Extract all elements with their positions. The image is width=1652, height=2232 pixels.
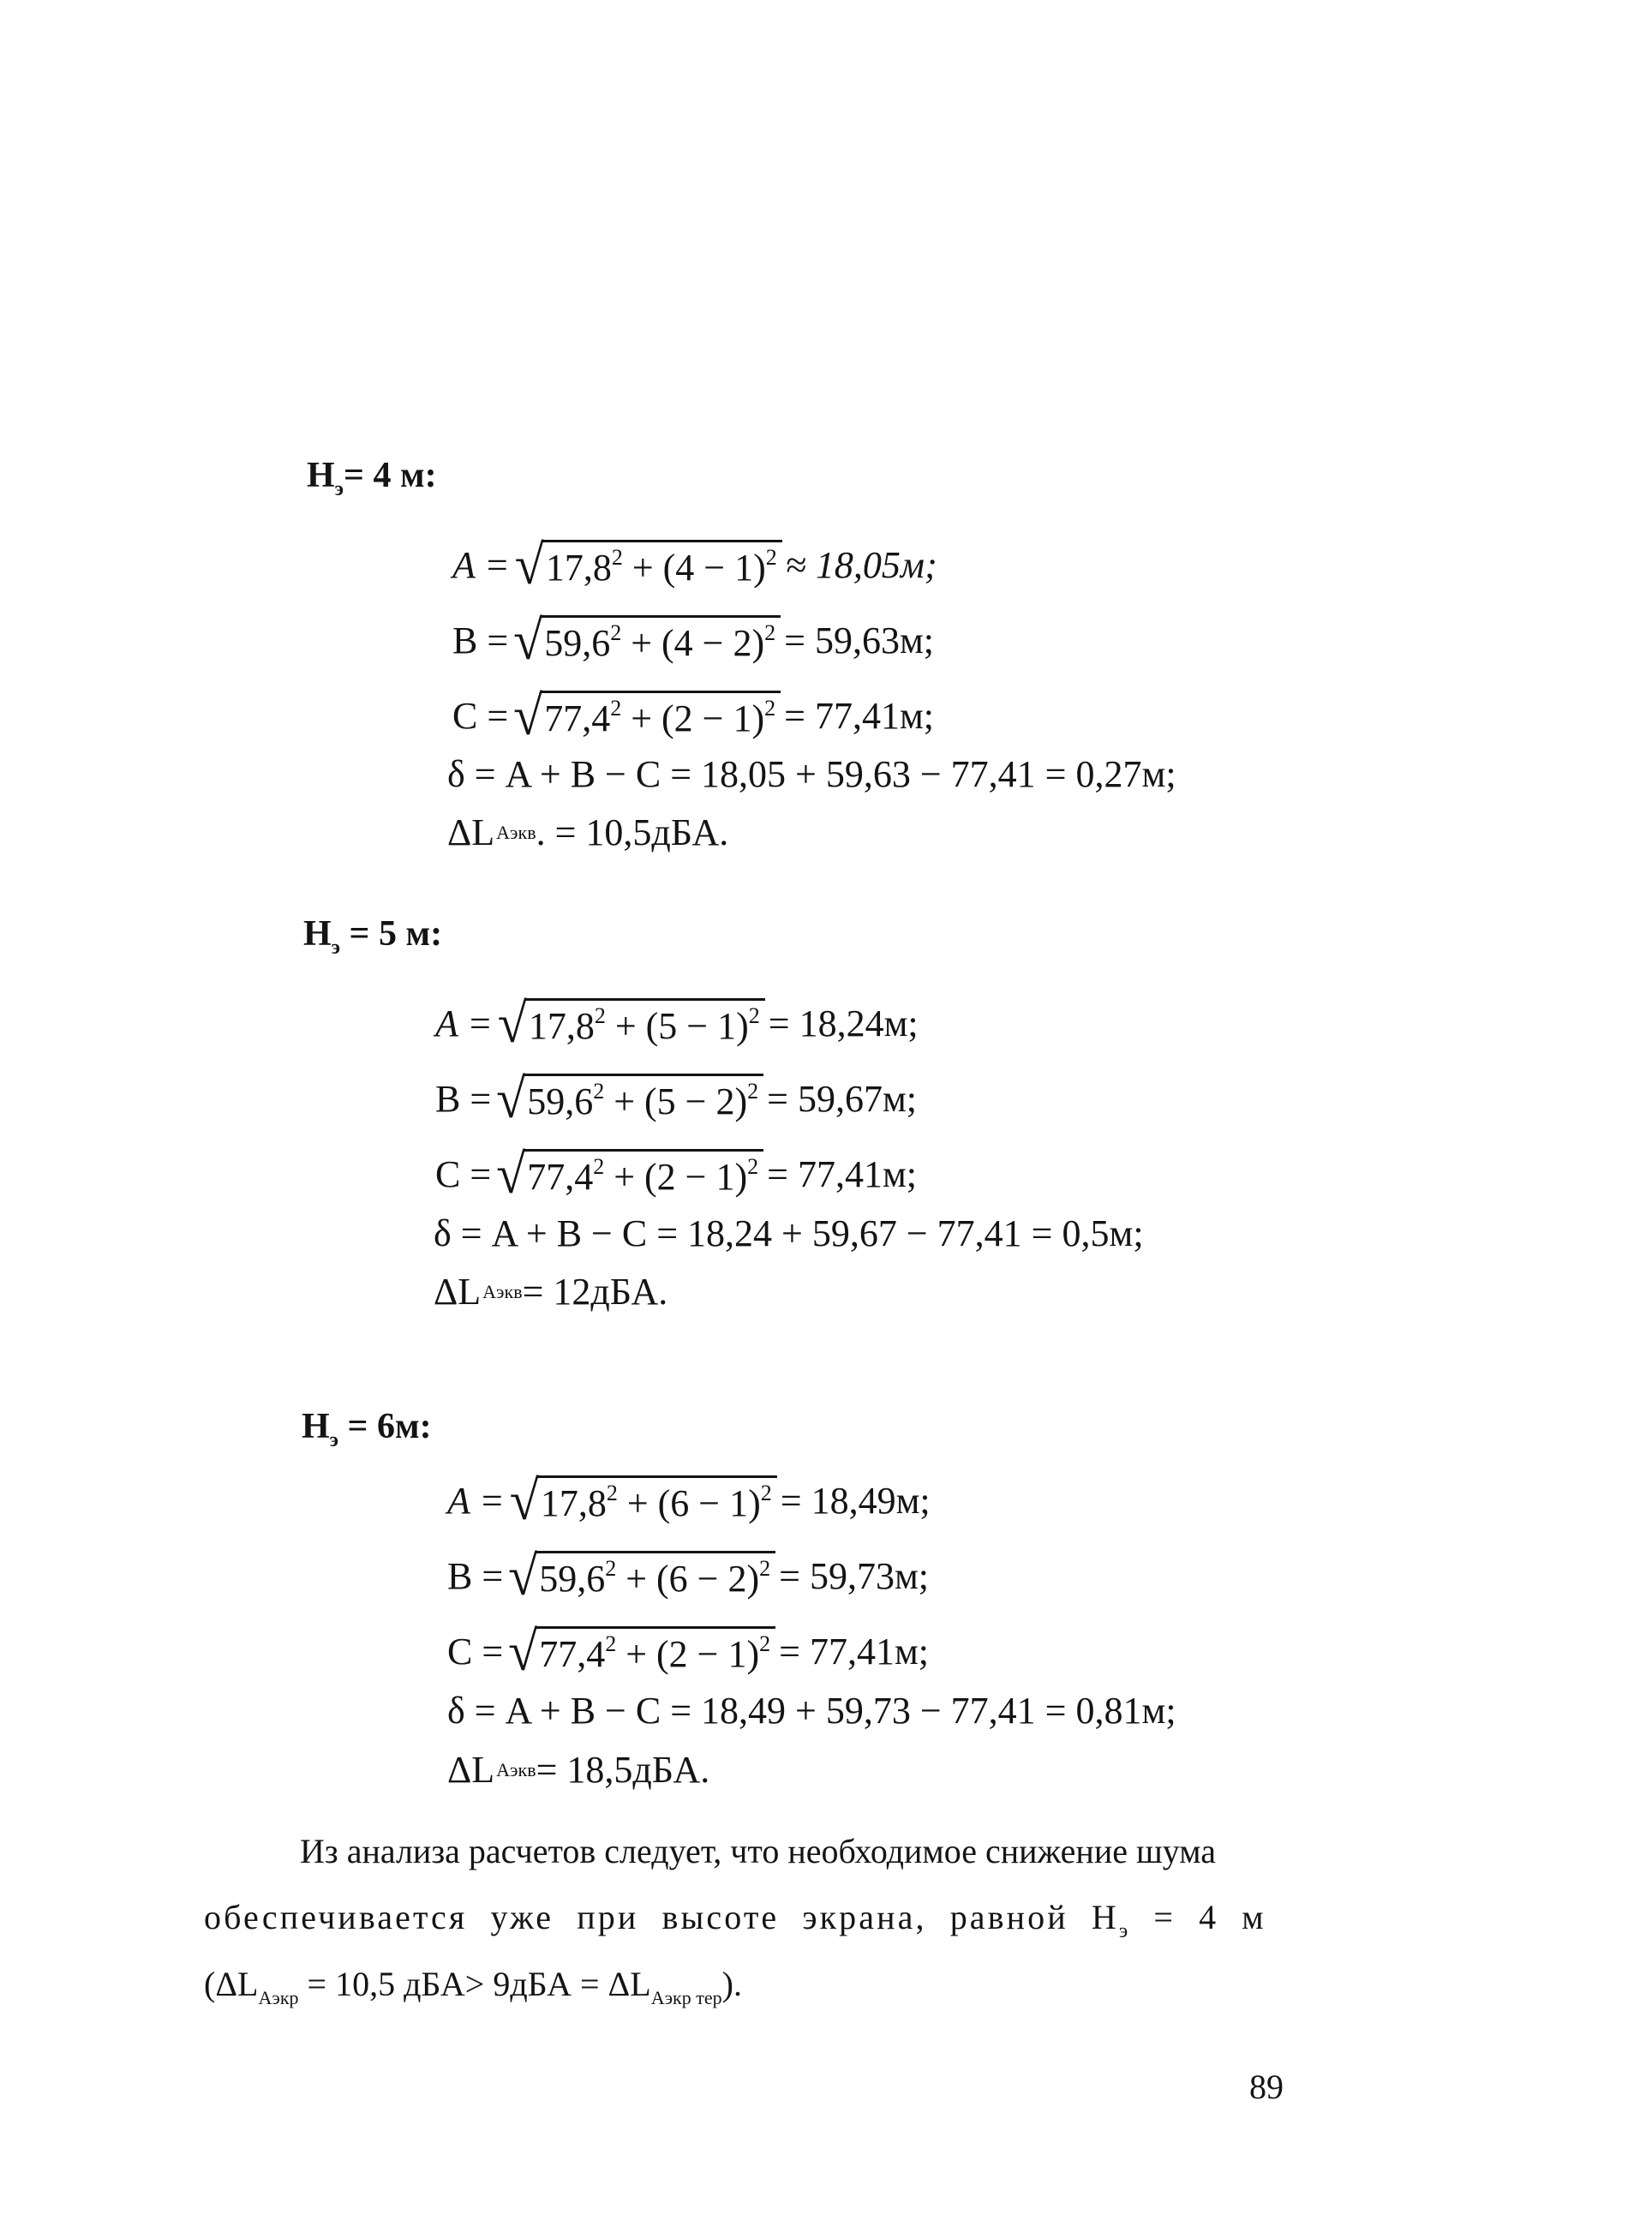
height-subscript: э	[1118, 1920, 1131, 1942]
section-heading-h4	[307, 454, 437, 500]
radicand-term: 17,8	[528, 1005, 595, 1047]
equation-lhs: С =	[435, 1153, 492, 1195]
radicand	[541, 615, 781, 667]
section-heading-h6	[302, 1405, 432, 1451]
equation-delta	[434, 1208, 1144, 1260]
equation-delta-l: ΔL Аэкв . = 10,5дБА.	[447, 807, 728, 859]
heading-subscript: э	[334, 478, 344, 500]
equation-delta	[447, 749, 1176, 800]
exponent: 2	[748, 1003, 760, 1028]
conclusion-line-3	[204, 1962, 742, 2007]
radicand-term: + (5 − 2)	[604, 1080, 748, 1122]
exponent: 2	[593, 1079, 605, 1104]
delta-l-value: . = 10,5дБА.	[536, 811, 729, 853]
square-root	[508, 1546, 775, 1607]
delta-equation-text: δ = A + B − C = 18,05 + 59,63 − 77,41 = 0,27м;	[447, 753, 1176, 795]
radical-sign-icon: √	[508, 1621, 538, 1683]
paragraph-text: Из анализа расчетов следует, что необходимое снижение шума	[300, 1832, 1217, 1870]
square-root	[514, 535, 782, 596]
equation-result: = 77,41м;	[767, 1153, 918, 1195]
heading-symbol: Н	[303, 914, 332, 954]
equation-delta	[447, 1685, 1176, 1737]
radicand-term: 17,8	[545, 547, 612, 589]
exponent: 2	[593, 1154, 605, 1179]
equation-b	[447, 1546, 930, 1607]
equation-lhs: A =	[435, 1002, 493, 1044]
exponent: 2	[764, 696, 776, 721]
paragraph-text: = 4 м	[1130, 1898, 1266, 1936]
radicand	[536, 1626, 775, 1678]
equation-result: = 18,24м;	[768, 1002, 919, 1044]
delta-l-symbol: ΔL	[434, 1271, 482, 1313]
radicand-term: 59,6	[539, 1558, 606, 1600]
exponent: 2	[764, 620, 776, 645]
radical-sign-icon: √	[509, 1470, 539, 1532]
conclusion-line-1	[300, 1829, 1216, 1874]
radicand-term: 59,6	[527, 1080, 594, 1122]
equation-c	[435, 1144, 918, 1206]
paragraph-text: = 10,5 дБА> 9дБА = ΔL	[298, 1965, 651, 2003]
delta-l-subscript: Аэкр тер	[650, 1987, 722, 2008]
exponent: 2	[610, 620, 622, 645]
paragraph-text: (ΔL	[204, 1965, 259, 2003]
equation-c	[447, 1621, 930, 1683]
equation-lhs: С =	[447, 1631, 504, 1673]
equation-result: = 59,63м;	[784, 619, 935, 661]
exponent: 2	[747, 1154, 759, 1179]
delta-l-value: = 18,5дБА.	[536, 1749, 710, 1791]
delta-l-value: = 12дБА.	[522, 1271, 668, 1313]
radical-sign-icon: √	[496, 1144, 526, 1206]
exponent: 2	[759, 1631, 771, 1656]
radicand	[542, 540, 782, 591]
exponent: 2	[759, 1556, 771, 1581]
delta-l-symbol: ΔL	[447, 1749, 495, 1791]
radicand-term: + (5 − 1)	[605, 1005, 749, 1047]
delta-l-subscript: Аэкр	[258, 1987, 299, 2008]
equation-lhs: В =	[435, 1078, 492, 1120]
radical-sign-icon: √	[496, 1068, 526, 1130]
square-root	[496, 1068, 763, 1130]
equation-result: = 18,49м;	[780, 1480, 931, 1522]
radicand-term: + (2 − 1)	[604, 1156, 748, 1198]
heading-value: = 5 м:	[340, 914, 443, 954]
radicand	[536, 1551, 775, 1602]
equation-result: = 59,67м;	[767, 1078, 918, 1120]
equation-lhs: В =	[452, 619, 509, 661]
section-heading-h5	[303, 913, 443, 959]
radical-sign-icon: √	[497, 993, 527, 1055]
equation-result: = 77,41м;	[779, 1631, 930, 1673]
page-number: 89	[1249, 2067, 1284, 2106]
equation-b	[435, 1068, 918, 1130]
equation-delta-l: ΔL Аэкв = 18,5дБА.	[447, 1744, 709, 1796]
paragraph-text: обеспечивается уже при высоте экрана, равной Н	[204, 1898, 1119, 1936]
square-root	[509, 1470, 777, 1532]
exponent: 2	[611, 545, 623, 570]
radical-sign-icon: √	[514, 535, 544, 596]
exponent: 2	[747, 1079, 759, 1104]
equation-b	[452, 610, 935, 672]
radicand-term: + (2 − 1)	[616, 1633, 760, 1675]
radicand-term: + (2 − 1)	[621, 697, 765, 739]
radical-sign-icon: √	[508, 1546, 538, 1607]
square-root	[497, 993, 765, 1055]
exponent: 2	[606, 1481, 618, 1505]
equation-lhs: A =	[447, 1480, 505, 1522]
radicand	[524, 1149, 763, 1200]
radicand	[541, 691, 781, 742]
radicand	[524, 1074, 763, 1125]
heading-value: = 4 м:	[344, 456, 437, 495]
delta-equation-text: δ = A + B − C = 18,24 + 59,67 − 77,41 = 0,5м;	[434, 1212, 1144, 1254]
equation-a	[435, 993, 919, 1055]
exponent: 2	[610, 696, 622, 721]
radical-sign-icon: √	[513, 610, 543, 672]
radicand-term: + (6 − 2)	[616, 1558, 760, 1600]
equation-lhs: С =	[452, 695, 509, 737]
radicand-term: + (6 − 1)	[617, 1482, 761, 1524]
radicand	[525, 998, 765, 1050]
exponent: 2	[760, 1481, 772, 1505]
heading-symbol: Н	[302, 1407, 330, 1446]
equation-result: = 77,41м;	[784, 695, 935, 737]
radicand-term: 59,6	[544, 622, 611, 664]
heading-subscript: э	[331, 936, 341, 959]
square-root	[513, 685, 781, 747]
radicand-term: 77,4	[544, 697, 611, 739]
equation-result: = 59,73м;	[779, 1555, 930, 1597]
equation-delta-l: ΔL Аэкв = 12дБА.	[434, 1266, 667, 1318]
square-root	[496, 1144, 763, 1206]
exponent: 2	[594, 1003, 606, 1028]
equation-lhs: В =	[447, 1555, 504, 1597]
equation-result: ≈ 18,05м;	[785, 544, 937, 586]
exponent: 2	[605, 1631, 617, 1656]
delta-l-symbol: ΔL	[447, 811, 495, 853]
heading-symbol: Н	[307, 456, 335, 495]
paragraph-text: ).	[721, 1965, 742, 2003]
conclusion-line-2	[204, 1895, 1266, 1940]
radical-sign-icon: √	[513, 685, 543, 747]
square-root	[513, 610, 781, 672]
heading-value: = 6м:	[338, 1407, 432, 1446]
equation-c	[452, 685, 935, 747]
radicand	[537, 1475, 777, 1527]
radicand-term: 77,4	[527, 1156, 594, 1198]
heading-subscript: э	[329, 1429, 339, 1451]
radicand-term: + (4 − 2)	[621, 622, 765, 664]
radicand-term: + (4 − 1)	[622, 547, 766, 589]
radicand-term: 17,8	[540, 1482, 607, 1524]
exponent: 2	[605, 1556, 617, 1581]
equation-a	[452, 535, 937, 596]
radicand-term: 77,4	[539, 1633, 606, 1675]
square-root	[508, 1621, 775, 1683]
delta-equation-text: δ = A + B − C = 18,49 + 59,73 − 77,41 = 0,81м;	[447, 1690, 1176, 1732]
exponent: 2	[765, 545, 777, 570]
equation-a	[447, 1470, 931, 1532]
equation-lhs: A =	[452, 544, 510, 586]
